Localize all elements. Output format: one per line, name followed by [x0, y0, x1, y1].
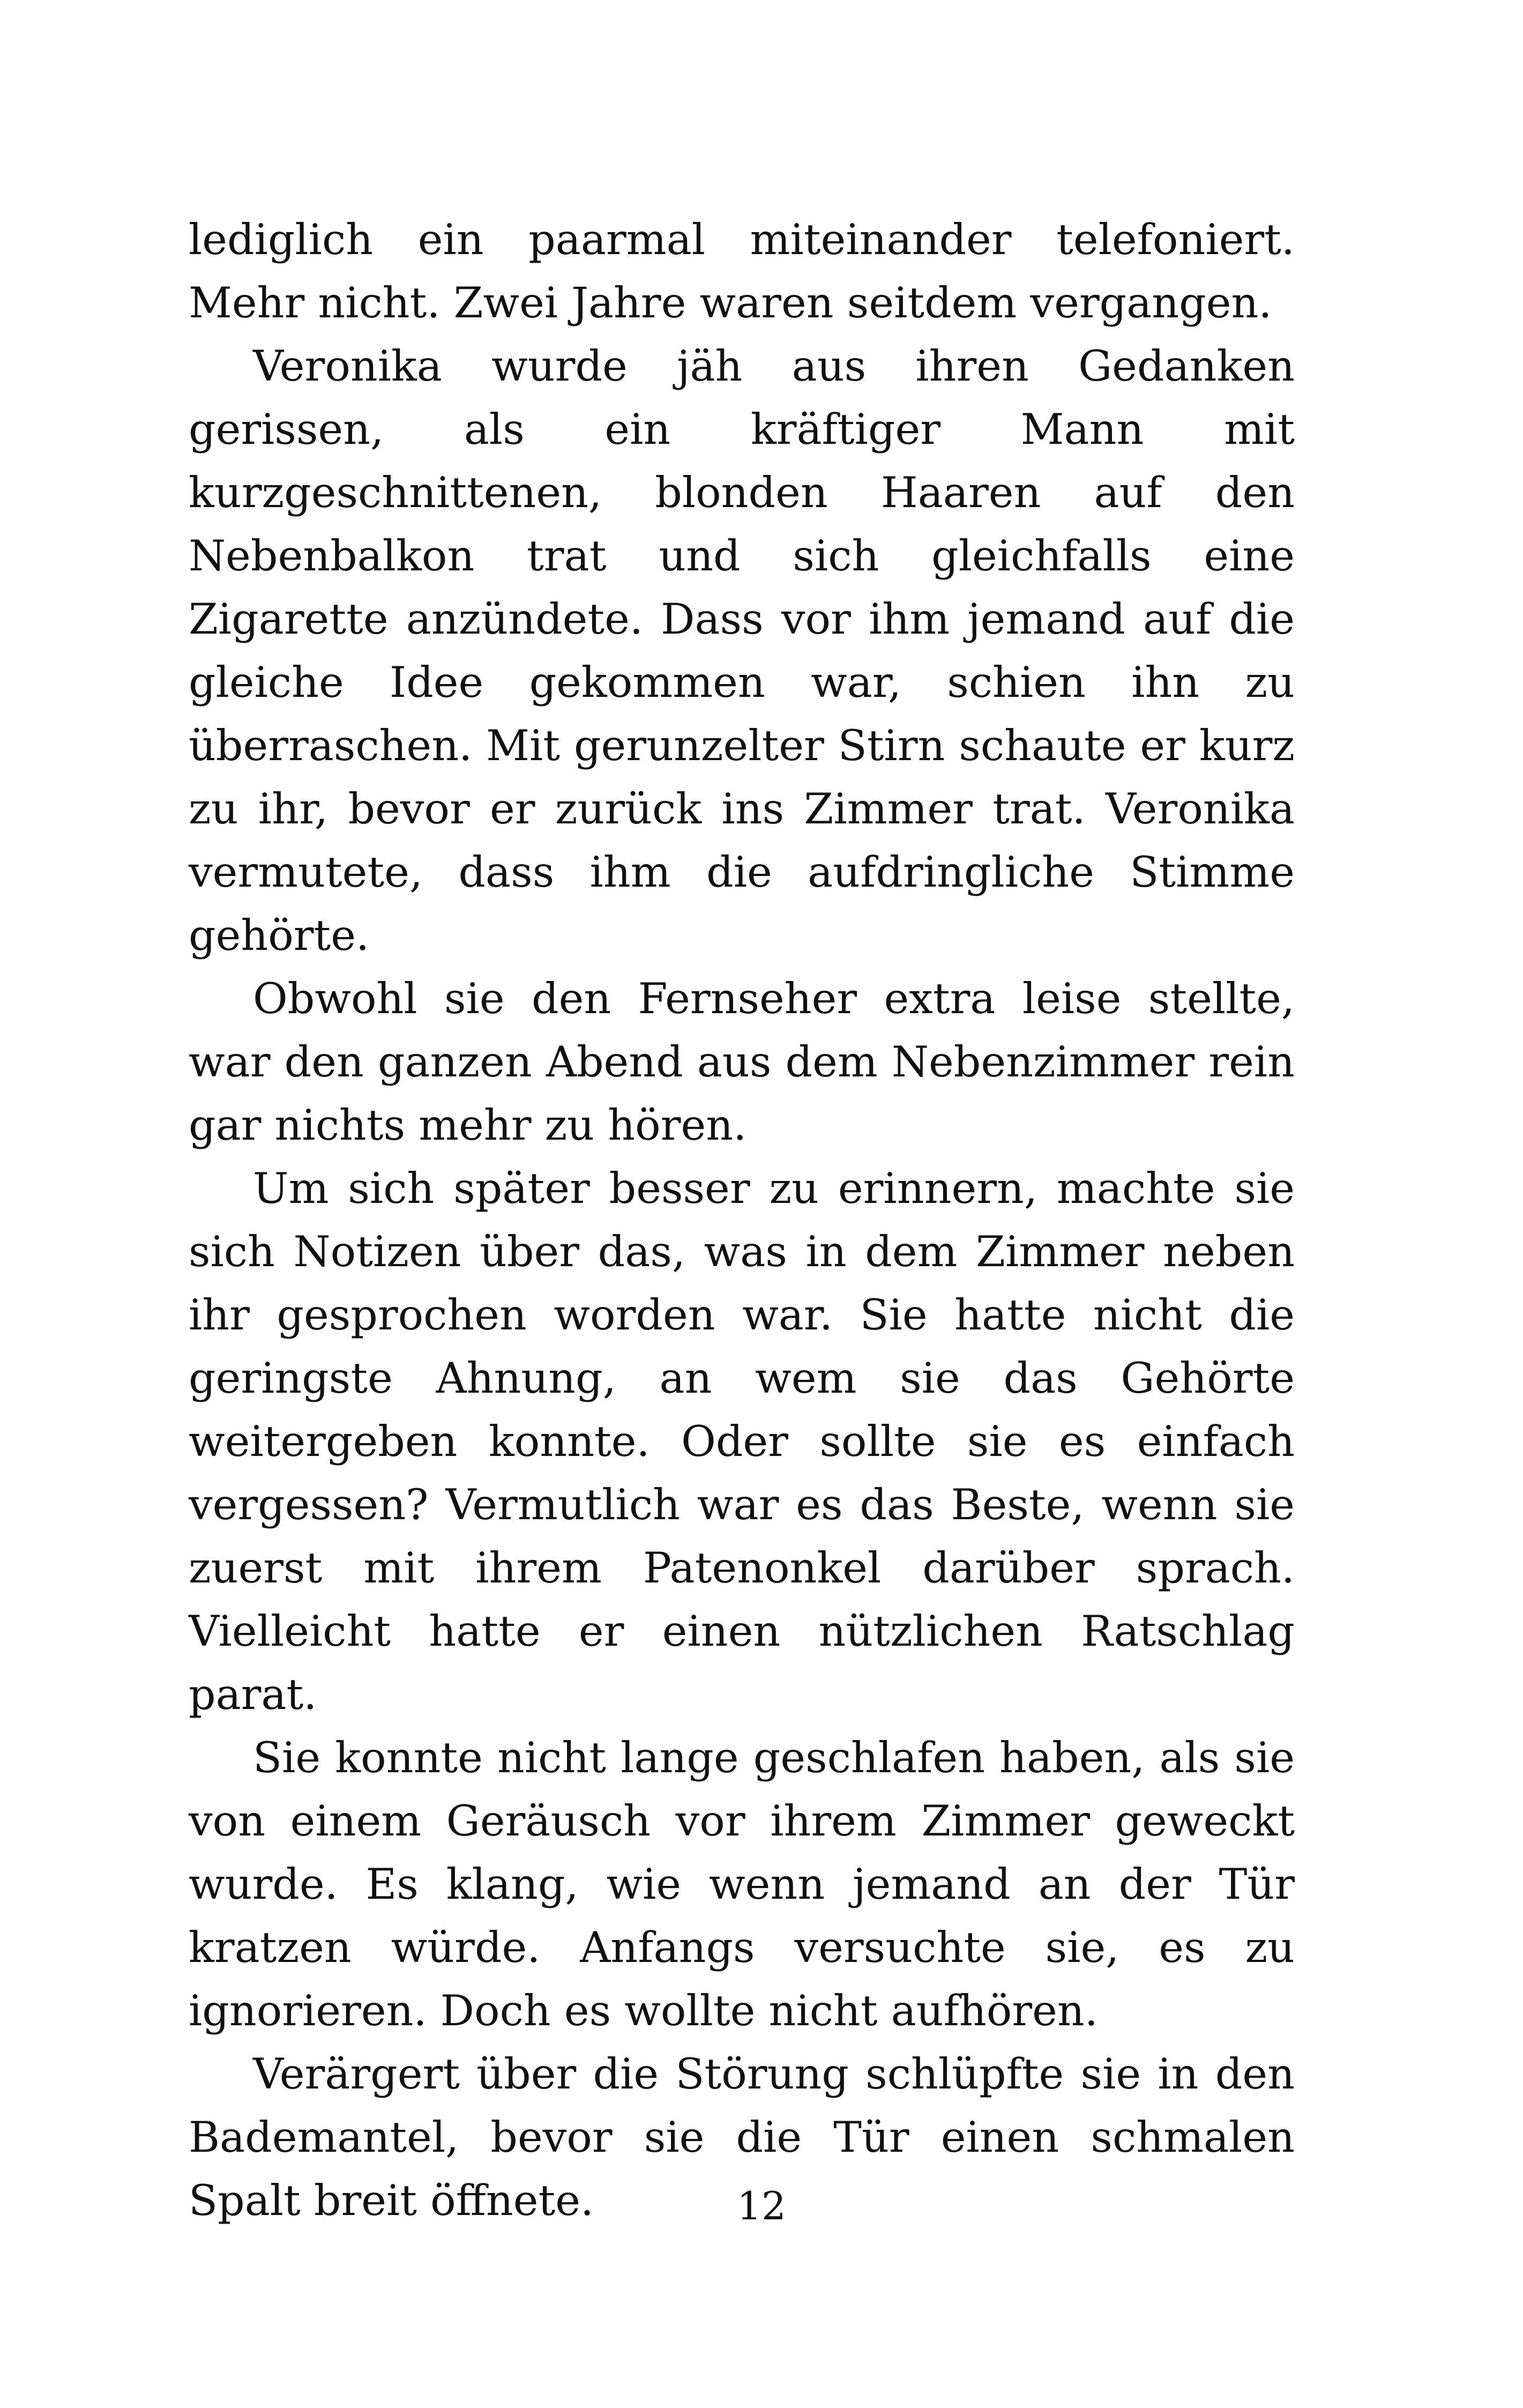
paragraph-5: Sie konnte nicht lange geschlafen haben, als sie von einem Geräusch vor ihrem Zimmer geweckt wurde. Es klang, wie wenn jemand an der Tür kratzen würde. Anfangs versuchte sie, es zu ignorieren. Doch es wollte nicht aufhören. [189, 1733, 1295, 2035]
paragraph-2: Veronika wurde jäh aus ihren Gedanken gerissen, als ein kräftiger Mann mit kurzgeschnittenen, blonden Haaren auf den Nebenbalkon trat und sich gleichfalls eine Zigarette anzündete. Dass vor ihm jemand auf die gleiche Idee gekommen war, schien ihn zu überraschen. Mit gerunzelter Stirn schaute er kurz zu ihr, bevor er zurück ins Zimmer trat. Veronika vermutete, dass ihm die aufdringliche Stimme gehörte. [189, 341, 1295, 960]
paragraph-3: Obwohl sie den Fernseher extra leise stellte, war den ganzen Abend aus dem Nebenzimmer rein gar nichts mehr zu hören. [189, 974, 1295, 1150]
paragraph-1: lediglich ein paarmal miteinander telefoniert. Mehr nicht. Zwei Jahre waren seitdem vergangen. [189, 215, 1295, 328]
page-number: 12 [737, 2183, 786, 2228]
paragraph-4: Um sich später besser zu erinnern, machte sie sich Notizen über das, was in dem Zimmer neben ihr gesprochen worden war. Sie hatte nicht die geringste Ahnung, an wem sie das Gehörte weitergeben konnte. Oder sollte sie es einfach vergessen? Vermutlich war es das Beste, wenn sie zuerst mit ihrem Patenonkel darüber sprach. Vielleicht hatte er einen nützlichen Ratschlag parat. [189, 1164, 1295, 1719]
paragraph-6: Verärgert über die Störung schlüpfte sie in den Bademantel, bevor sie die Tür einen schmalen Spalt breit öffnete. [189, 2049, 1295, 2225]
body-text [189, 208, 1295, 2232]
